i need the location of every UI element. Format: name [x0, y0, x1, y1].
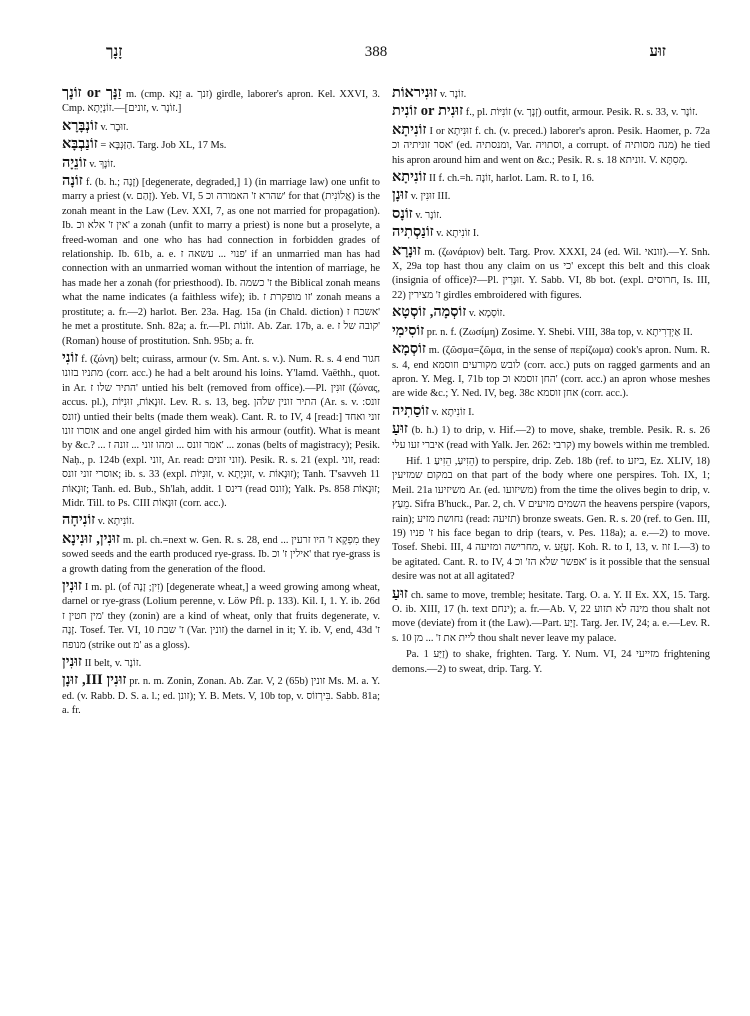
entry-headword: זוֹסְמָא	[392, 341, 426, 358]
entry-text: m. pl. ch.=next w. Gen. R. s. 28, end ... מִפְקָא ז' היו זרעין they sowed seeds and the earth produced rye-grass. Ib. אילין ז' וכ' that rye-grass is a growth dating from the generation of the flood.	[62, 534, 380, 575]
dictionary-entry	[392, 455, 710, 585]
entry-text: pr. n. f. (Ζωσίμη) Zosime. Y. Shebi. VIII, 38a top, v. אַיְדְרִיתָא II.	[424, 326, 693, 338]
dictionary-entry	[62, 351, 380, 511]
entry-text: v. זוֹנִיתָא I.	[433, 228, 479, 240]
dictionary-entry	[62, 513, 380, 529]
entry-headword: זוּנִין, זוּנִינָא	[62, 530, 120, 547]
entry-text: I or זוּנִיתָא f. ch. (v. preced.) laborer's apron. Pesik. Haomer, p. 72a אסר זוניתיה וכ' (ed. ומנסתיה, Var. וסתויה, a corrupt. of מנה מסותיה) he tied his apron around him and went on &c.; Pesik. R. s. 18 זוניתא. V. מְסִתָּא.	[392, 125, 710, 166]
entry-text: ch. same to move, tremble; hesitate. Targ. O. a. Y. II Ex. XX, 15. Targ. O. ib. XIII, 17 (h. text ינחם); a. fr.—Ab. V, 22 מינה לא תזוע thou shalt not move (deviate) from it (the Law).—Part. זָיַע. Targ. Jer. IV, 24; a. e.—Lev. R. s. 10 ליית את ז' ... מן thou shalt never leave my palace.	[392, 589, 710, 644]
dictionary-entry	[392, 587, 710, 647]
left-column	[62, 86, 380, 1010]
dictionary-entry	[62, 174, 380, 349]
entry-text: m. (cmp. זֵנָא a. זנך) girdle, laborer's apron. Kel. XXVI, 3. Cmp. זוֹנְיָתָא.—[זונים, v. זוֹנָר.]	[62, 89, 380, 115]
dictionary-entry	[62, 579, 380, 653]
page-header	[60, 44, 692, 70]
entry-headword: זוֹנַסְתִיה	[392, 224, 434, 241]
dictionary-entry	[392, 342, 710, 402]
entry-text: Pa. זַיַּע 1) to shake, frighten. Targ. Y. Num. VI, 24 מזייעי frightening demons.—2) to sweat, drip. Targ. Y.	[392, 649, 710, 675]
page-number: 388	[364, 44, 388, 60]
entry-text: v. זוֹנָר.	[437, 89, 467, 100]
header-right-guideword: זוּע	[649, 44, 666, 60]
dictionary-entry	[392, 123, 710, 168]
entry-headword: זוּנִין III, זוּנָן	[62, 672, 127, 689]
right-column	[392, 86, 710, 1010]
entry-text: f., pl. זוֹנִיּוֹת (v. זְנָך) outfit, armour. Pesik. R. s. 33, v. זוֹנָר.	[463, 107, 698, 119]
dictionary-entry	[62, 156, 380, 172]
entry-headword: זוֹסַתִיה	[392, 402, 429, 419]
entry-text: = הַזַּנְבָּא. Targ. Job XL, 17 Ms.	[97, 140, 227, 152]
dictionary-entry	[392, 207, 710, 223]
entry-text: v. זוֹנִיתָא.	[95, 516, 135, 528]
entry-text: (b. h.) 1) to drip, v. Hif.—2) to move, shake, tremble. Pesik. R. s. 26 איברי זעו עלי (read with Yalk. Jer. 262: קרבי) my bowels within me trembled.	[392, 425, 710, 451]
entry-text: v. זוּנִין III.	[408, 191, 451, 203]
entry-text: Hif. הֵזִיעַ, הֵזִיעַ 1) to perspire, drip. Zeb. 18b (ref. to ביזע, Ez. XLIV, 18) במקום שמזיעין on that part of the body where one perspires. Toh. IX, 1; Meil. 21a משיזיעו Ar. (ed. משיזועו) from the time the olives begin to drip, v. מֵעַץ. Sifra B'huck., Par. 2, ch. V השמים מזיעים the heavens perspire (vapors, rain); נחושת מזיע (read: תזיעה) bronze sweats. Gen. R. s. 20 (ref. to Gen. III, 19) ז' פניו his face began to drip (tears, v. Pes. 118a); a. e.—2) to move. Tosef. Shebi. III, 4 מחרישה ומזיעה, v. זְעַזֵּע. Koh. R. to I, 13, v. זוז I.—3) to be agitated. Cant. R. to IV, 4 אפשר שלא הז' וכ' is it possible that the sensual desire was not at all agitated?	[392, 455, 710, 583]
entry-headword: זוּנָן	[392, 187, 409, 204]
entry-text: pr. n. m. Zonin, Zonan. Ab. Zar. V, 2 (65b) זונין Ms. M. a. Y. ed. (v. Rabb. D. S. a. l.; ed. זונן); Y. B. Mets. V, 10b top, v. בִּירְזוֹס. Sabb. 81a; a. fr.	[62, 676, 380, 717]
entry-headword: זוֹסִימִי	[392, 322, 425, 339]
entry-text: f. (ζώνη) belt; cuirass, armour (v. Sm. Ant. s. v.). Num. R. s. 4 end חגור מתניו בזונו (corr. acc.) he had a belt around his loins. Y'lamd. Vaëthh., quot. in Ar. התיר שלו ז' untied his belt (removed from office).—Pl. זוּנִין (ζώνας, accus. pl.), זוּנָאוֹת, זוּנִיּוֹת. Lev. R. s. 13, beg. התיר זונין שלהן (Ar. s. v. זונס: זונס) untied their belts (made them weak). Cant. R. to IV, 4 [read:] זוני ואחד אוסרו זונו and one angel girded him with his armour (outfit). What is meant by &c.? ... אמר זונס ... ומהו זוני ... זונה ז' ... zonas (belts of magistracy); Pesik. Naḥ., p. 124b (expl. זוני, Ar. read: זוני זונים). Pesik. R. s. 21 (expl. זוני, read: אוסרי זוני זונס; ib. s. 33 (expl. זוּנִיּוֹת, v. זוּנְיָתָא, v. זוּנָאוֹת); Tanh. T'savveh 11 זוּנָאוֹת; Tanh. ed. Bub., Sh'lah, addit. 1 דינס (read זונס); Yalk. Ps. 858 זוּנָאוֹת; Midr. Till. to Ps. CIII זוּנָאוֹת (corr. acc.).	[62, 353, 380, 509]
entry-headword: זוּנִית or זוֹנִית	[392, 103, 464, 120]
dictionary-entry	[62, 86, 380, 117]
header-left-guideword: זָנָך	[106, 44, 123, 60]
entry-headword: זוּנָרָא	[392, 242, 421, 259]
entry-headword: זוּנִין	[62, 654, 82, 671]
dictionary-entry	[392, 404, 710, 420]
dictionary-entry	[62, 655, 380, 671]
dictionary-entry	[392, 225, 710, 241]
entry-headword: זַנָּך or זוֹנָך	[62, 86, 122, 101]
entry-headword: זוּנִיראוֹת	[392, 86, 438, 101]
entry-headword: זוּנִין	[62, 578, 82, 594]
entry-text: II f. ch.=h. זוֹנָה, harlot. Lam. R. to I, 16.	[426, 173, 595, 185]
dictionary-entry	[392, 104, 710, 120]
entry-text: v. זוּבָר.	[97, 121, 129, 133]
dictionary-entry	[392, 170, 710, 186]
entry-text: f. (b. h.; זָנָה) [degenerate, degraded,] 1) (in marriage law) one unfit to marry a priest (v. זָהַם). Yeb. VI, 5 שהרא ז' האמורה וכ' for that (אֲלוֹנִית) is the zonah meant in the Law (Lev. XXI, 7, as one not married for propagation). Ib. אין ז' אלא וכ' a zonah (unfit to marry a priest) is none but a proselyte, a freed-woman and one who has had connection in forbidden grades of relationship. Ib. 61b, a. e. פנוי ... עשאה ז' if an unmarried man has had connection with an unmarried woman without the intention of marriage, he has made her a zonah (for priesthood). Ib. ז' כשמה the Biblical zonah means what the name indicates (a faithless wife); ib. זו מופקרת ז' zonah means a prostitute; a. fr.—2) harlot. Ber. 23a. Hag. 15a (in Chald. diction) אשכח ז' he met a prostitute. Snh. 82a; a. fr.—Pl. זוֹנוֹת. Ab. Zar. 17b, a. e. קובה של ז' (Roman) house of prostitution. Snh. 95b; a. fr.	[62, 177, 380, 347]
entry-text: m. (ζῶσμα=ζῶμα, in the sense of περίζωμα) cook's apron. Num. R. s. 4, end לובש מקורעים וזוסמא (corr. acc.) puts on ragged garments and an apron. Y. Meg. I, 71b top החן זוסמא וכ' (corr. acc.) an apron whose meshes are wide &c.; Y. Ned. IV, beg. 38c אחן זוסמא (corr. acc.).	[392, 345, 710, 400]
entry-headword: זוֹנֵיָה	[62, 154, 87, 171]
entry-headword: זוֹנָס	[392, 205, 413, 222]
entry-headword: זוֹנִיחָה	[62, 512, 96, 529]
dictionary-entry	[392, 648, 710, 677]
entry-headword: זוֹסְמָה, זוֹסְטָא	[392, 304, 467, 321]
entry-text: II belt, v. זוֹנָר.	[81, 658, 142, 670]
entry-headword: זוֹנִיתָא	[392, 169, 427, 186]
dictionary-entry	[392, 188, 710, 204]
dictionary-entry	[392, 422, 710, 453]
dictionary-entry	[392, 324, 710, 340]
entry-headword: זוֹנִי	[62, 349, 79, 366]
dictionary-entry	[62, 673, 380, 718]
entry-headword: זוֹנַבְבָּא	[62, 136, 98, 153]
dictionary-entry	[62, 532, 380, 577]
entry-text: I m. pl. (of זִין; זָנָה) [degenerate wheat,] a weed growing among wheat, darnel or rye-grass (Lolium perenne, v. Löw Pfl. p. 133). Kil. I, 1. Y. ib. 26d מין חטין ז' they (zonin) are a kind of wheat, only that fruits degenerate, v. זָנָה. Tosef. Ter. VI, 10 ז' שבת (Var. זונין) the darnel in it; Y. ib. V, end, 43d ז' מנופח (strike out מ' as a gloss).	[62, 582, 380, 651]
dictionary-entry	[392, 86, 710, 102]
dictionary-entry	[62, 137, 380, 153]
entry-headword: זוּעַ	[392, 421, 408, 438]
entry-headword: זוּעַ	[392, 585, 408, 602]
entry-text: v. זוֹנִיתָא I.	[429, 406, 475, 418]
dictionary-entry	[62, 119, 380, 135]
entry-headword: זוֹנְבָּרָא	[62, 117, 98, 134]
entry-text: m. (ζωνάριον) belt. Targ. Prov. XXXI, 24 (ed. Wil. זונאי).—Y. Snh. X, 29a top hast thou any claim on us כי' except this belt and this cloak (insignia of office)?—Pl. זוּנָרִין. Y. Sabb. VI, 8b bot. (expl. חרוסים, Is. III, 22) ז' מצירין girdles embroidered with figures.	[392, 246, 710, 301]
dictionary-entry	[392, 305, 710, 321]
entry-text: v. זוֹנָךְ.	[86, 158, 116, 170]
entry-text: v. זוֹסְמָא.	[466, 308, 506, 320]
entry-headword: זוֹנָה	[62, 173, 83, 190]
dictionary-entry	[392, 244, 710, 304]
entry-headword: זוֹנִיתָא	[392, 121, 427, 138]
entry-text: v. זוֹנָר.	[412, 209, 442, 221]
